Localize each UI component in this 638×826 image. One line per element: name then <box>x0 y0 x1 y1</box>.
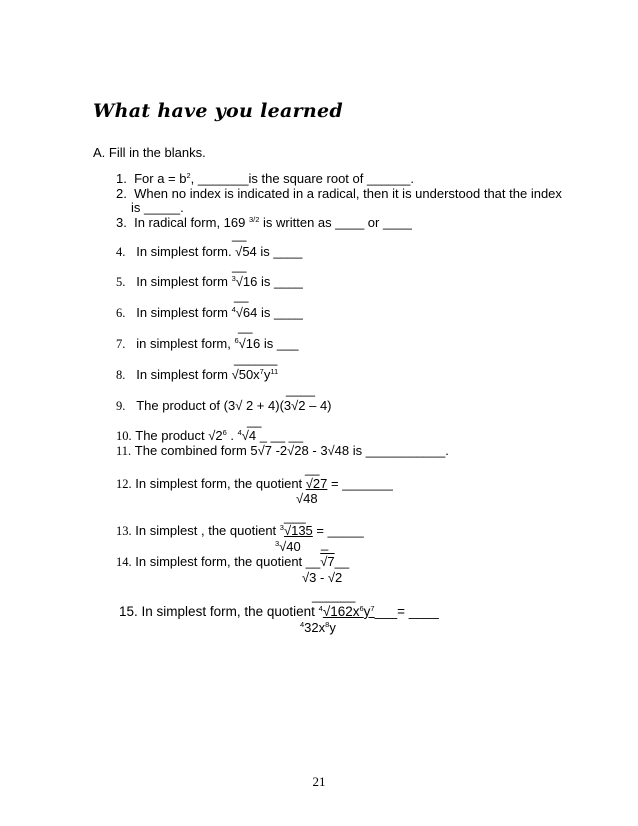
radical-index: 3 <box>279 523 284 532</box>
item-number: 2. <box>116 186 127 201</box>
item-2 <box>116 186 562 201</box>
item-1 <box>116 171 414 186</box>
item-text: y <box>363 604 371 619</box>
radical-bar: ____ <box>286 382 315 397</box>
radical-bar: __ <box>232 258 247 273</box>
radical-index: 4 <box>300 620 305 629</box>
item-number: 4. <box>116 245 126 259</box>
radical-bar: __ <box>305 461 320 476</box>
item-number: 12. <box>116 477 132 491</box>
item-3 <box>116 215 412 230</box>
fraction-numerator <box>323 604 375 619</box>
superscript: 11 <box>270 367 279 376</box>
item-4 <box>116 244 302 260</box>
item-11 <box>116 443 449 459</box>
item-number: 11. <box>116 444 132 458</box>
item-text: In simplest form, the quotient <box>141 604 319 619</box>
radical-bar: _ <box>321 536 329 551</box>
fraction-numerator: √135 <box>283 523 313 538</box>
item-text: When no index is indicated in a radical, then it is understood that the index <box>134 186 562 201</box>
item-number: 15. <box>119 604 138 619</box>
item-9 <box>116 398 332 414</box>
fraction-denominator <box>275 539 301 554</box>
page-title: What have you learned <box>93 100 343 122</box>
radical-bar: __ <box>247 413 262 428</box>
radical-bar: ______ <box>234 351 278 366</box>
item-text: is written as ____ or ____ <box>259 215 412 230</box>
item-text: In simplest form <box>136 274 232 289</box>
item-text: √162x <box>322 604 360 619</box>
item-number: 6. <box>116 306 126 320</box>
radical-index: 4 <box>318 604 323 613</box>
superscript: 7 <box>259 367 264 376</box>
fraction-denominator <box>300 620 336 635</box>
item-text: In radical form, 169 <box>134 215 249 230</box>
item-text: 32x <box>304 620 326 635</box>
item-10 <box>116 428 303 444</box>
superscript: 8 <box>325 620 330 629</box>
radical-index: 4 <box>237 428 242 437</box>
item-text: The product of (3√ 2 + 4)(3√2 – 4) <box>136 398 332 413</box>
item-text: In simplest form <box>136 305 232 320</box>
item-text: y <box>263 367 271 382</box>
item-8 <box>116 367 278 383</box>
item-text: The product √2 <box>135 428 223 443</box>
radical-index: 3 <box>231 274 236 283</box>
item-7 <box>116 336 299 352</box>
item-text: __ <box>334 554 350 569</box>
item-number: 5. <box>116 275 126 289</box>
superscript: 6 <box>359 604 364 613</box>
radical-bar: __ <box>234 288 249 303</box>
item-text: √64 is ____ <box>235 305 303 320</box>
item-text: In simplest form √50x <box>136 367 260 382</box>
item-text: √4 _ __ __ <box>241 428 304 443</box>
item-number: 3. <box>116 215 127 230</box>
fraction-numerator: √7 <box>320 554 335 569</box>
item-text: The combined form 5√7 -2√28 - 3√48 is ___________. <box>134 443 449 458</box>
radical-bar: __ <box>232 227 247 242</box>
item-number: 10. <box>116 429 132 443</box>
item-number: 1. <box>116 171 127 186</box>
item-number: 9. <box>116 399 126 413</box>
radical-bar: __ <box>238 319 253 334</box>
item-number: 14. <box>116 555 132 569</box>
radical-index: 6 <box>234 336 239 345</box>
radical-index: 3 <box>275 539 280 548</box>
item-text: In simplest form, the quotient <box>135 476 306 491</box>
fraction-denominator: √48 <box>296 491 318 506</box>
item-text: , _______is the square root of ______. <box>190 171 414 186</box>
item-text: y <box>329 620 336 635</box>
item-text: = _______ <box>327 476 393 491</box>
item-text: . <box>226 428 238 443</box>
radical-bar: ______ <box>312 588 356 603</box>
radical-bar: ___ <box>284 509 306 524</box>
superscript: 2 <box>186 171 191 180</box>
fraction-denominator: √3 - √2 <box>302 570 343 585</box>
page-number: 21 <box>312 774 326 789</box>
item-number: 7. <box>116 337 126 351</box>
item-text: √40 <box>279 539 301 554</box>
item-text: = _____ <box>312 523 364 538</box>
superscript: 7 <box>370 604 375 613</box>
item-text: √16 is ___ <box>238 336 299 351</box>
radical-index: 4 <box>231 305 236 314</box>
item-5 <box>116 274 303 290</box>
section-heading: A. Fill in the blanks. <box>93 145 206 160</box>
item-text: For a = b <box>134 171 187 186</box>
item-number: 13. <box>116 524 132 538</box>
item-text: In simplest , the quotient <box>135 523 280 538</box>
superscript: 6 <box>222 428 227 437</box>
item-2-continued: is _____. <box>131 200 184 215</box>
fraction-numerator: √27 <box>305 476 328 491</box>
item-6 <box>116 305 303 321</box>
superscript: 3/2 <box>248 215 260 224</box>
item-15 <box>119 604 439 619</box>
item-text: In simplest form, the quotient __ <box>135 554 321 569</box>
item-12 <box>116 476 393 492</box>
item-text: in simplest form, <box>136 336 235 351</box>
item-14 <box>116 554 349 570</box>
item-text: ___= ____ <box>374 604 439 619</box>
item-text: √16 is ____ <box>235 274 303 289</box>
item-text: In simplest form. √54 is ____ <box>136 244 303 259</box>
item-number: 8. <box>116 368 126 382</box>
